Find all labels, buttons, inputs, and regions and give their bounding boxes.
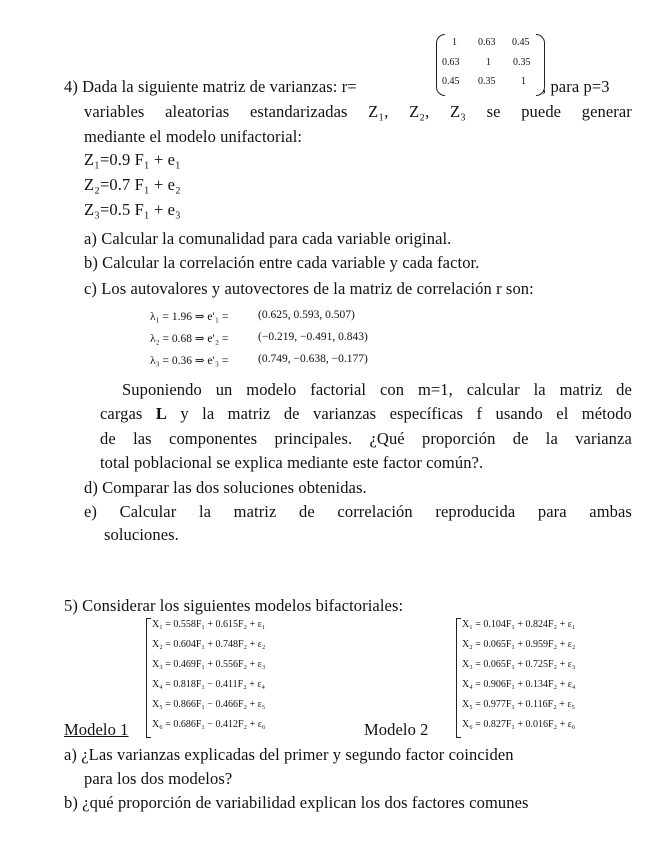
model1-equation: X₆ = 0.686F₁ − 0.412F₂ + ε₆ (152, 719, 266, 730)
q4-item-e: e) Calcular la matriz de correlación reproducida para ambas (84, 502, 632, 521)
model2-equation: X₃ = 0.065F₁ + 0.725F₂ + ε₃ (462, 659, 576, 670)
matrix-cell: 0.35 (513, 57, 531, 68)
model-equation: Z₁=0.9 F₁ + e₁ (84, 150, 181, 169)
q5-item-a-cont: para los dos modelos? (84, 769, 233, 788)
model2-equation: X₄ = 0.906F₁ + 0.134F₂ + ε₄ (462, 679, 576, 690)
matrix-cell: 1 (486, 57, 491, 68)
model2-equation: X₁ = 0.104F₁ + 0.824F₂ + ε₁ (462, 619, 576, 630)
q4-line2: variables aleatorias estandarizadas Z₁, Z₂, Z₃ se puede generar (84, 102, 632, 121)
q4-line3: mediante el modelo unifactorial: (84, 127, 303, 146)
q5-item-b: b) ¿qué proporción de variabilidad explican los dos factores comunes (64, 793, 529, 812)
matrix-cell: 0.63 (442, 57, 460, 68)
model2-equation: X₂ = 0.065F₁ + 0.959F₂ + ε₂ (462, 639, 576, 650)
q4-item-d: d) Comparar las dos soluciones obtenidas. (84, 478, 367, 497)
eigen-lambda: λ₁ = 1.96 ⇒ e′₁ = (150, 311, 229, 323)
q4-item-c: c) Los autovalores y autovectores de la matriz de correlación r son: (84, 279, 534, 298)
model1-equation: X₄ = 0.818F₁ − 0.411F₂ + ε₄ (152, 679, 266, 690)
model-equation: Z₂=0.7 F₁ + e₂ (84, 175, 181, 194)
q4-c-para-line2: cargas L y la matriz de varianzas específicas f usando el método (100, 404, 632, 423)
q4-c-para-line4: total poblacional se explica mediante este factor común?. (100, 453, 484, 472)
matrix-cell: 0.63 (478, 37, 496, 48)
eigen-vector: (−0.219, −0.491, 0.843) (258, 331, 368, 343)
q4-c-para-line3: de las componentes principales. ¿Qué proporción de la varianza (100, 429, 632, 448)
model2-brace (456, 618, 461, 738)
q5-item-a: a) ¿Las varianzas explicadas del primer y segundo factor coinciden (64, 745, 514, 764)
q5-intro: 5) Considerar los siguientes modelos bifactoriales: (64, 596, 404, 615)
q4-intro-end: , para p=3 (542, 77, 610, 96)
model1-brace (146, 618, 151, 738)
matrix-cell: 0.45 (442, 76, 460, 87)
eigen-lambda: λ₂ = 0.68 ⇒ e′₂ = (150, 333, 229, 345)
model2-equation: X₆ = 0.827F₁ + 0.016F₂ + ε₆ (462, 719, 576, 730)
q4-item-e-cont: soluciones. (104, 525, 179, 544)
matrix-cell: 0.35 (478, 76, 496, 87)
model2-equation: X₅ = 0.977F₁ + 0.116F₂ + ε₅ (462, 699, 576, 710)
q4-c-para-line1: Suponiendo un modelo factorial con m=1, calcular la matriz de (122, 380, 632, 399)
model1-equation: X₂ = 0.604F₁ + 0.748F₂ + ε₂ (152, 639, 266, 650)
model2-label: Modelo 2 (364, 720, 429, 739)
eigen-vector: (0.625, 0.593, 0.507) (258, 309, 355, 321)
eigen-vector: (0.749, −0.638, −0.177) (258, 353, 368, 365)
matrix-cell: 1 (521, 76, 526, 87)
model1-equation: X₁ = 0.558F₁ + 0.615F₂ + ε₁ (152, 619, 266, 630)
model1-equation: X₃ = 0.469F₁ + 0.556F₂ + ε₃ (152, 659, 266, 670)
model1-label: Modelo 1 (64, 720, 129, 739)
q4-intro: 4) Dada la siguiente matriz de varianzas: r= (64, 77, 357, 96)
matrix-cell: 0.45 (512, 37, 530, 48)
q4-item-b: b) Calcular la correlación entre cada variable y cada factor. (84, 253, 480, 272)
matrix-cell: 1 (452, 37, 457, 48)
q4-item-a: a) Calcular la comunalidad para cada variable original. (84, 229, 452, 248)
model1-equation: X₅ = 0.866F₁ − 0.466F₂ + ε₅ (152, 699, 266, 710)
model-equation: Z₃=0.5 F₁ + e₃ (84, 200, 181, 219)
eigen-lambda: λ₃ = 0.36 ⇒ e′₃ = (150, 355, 229, 367)
